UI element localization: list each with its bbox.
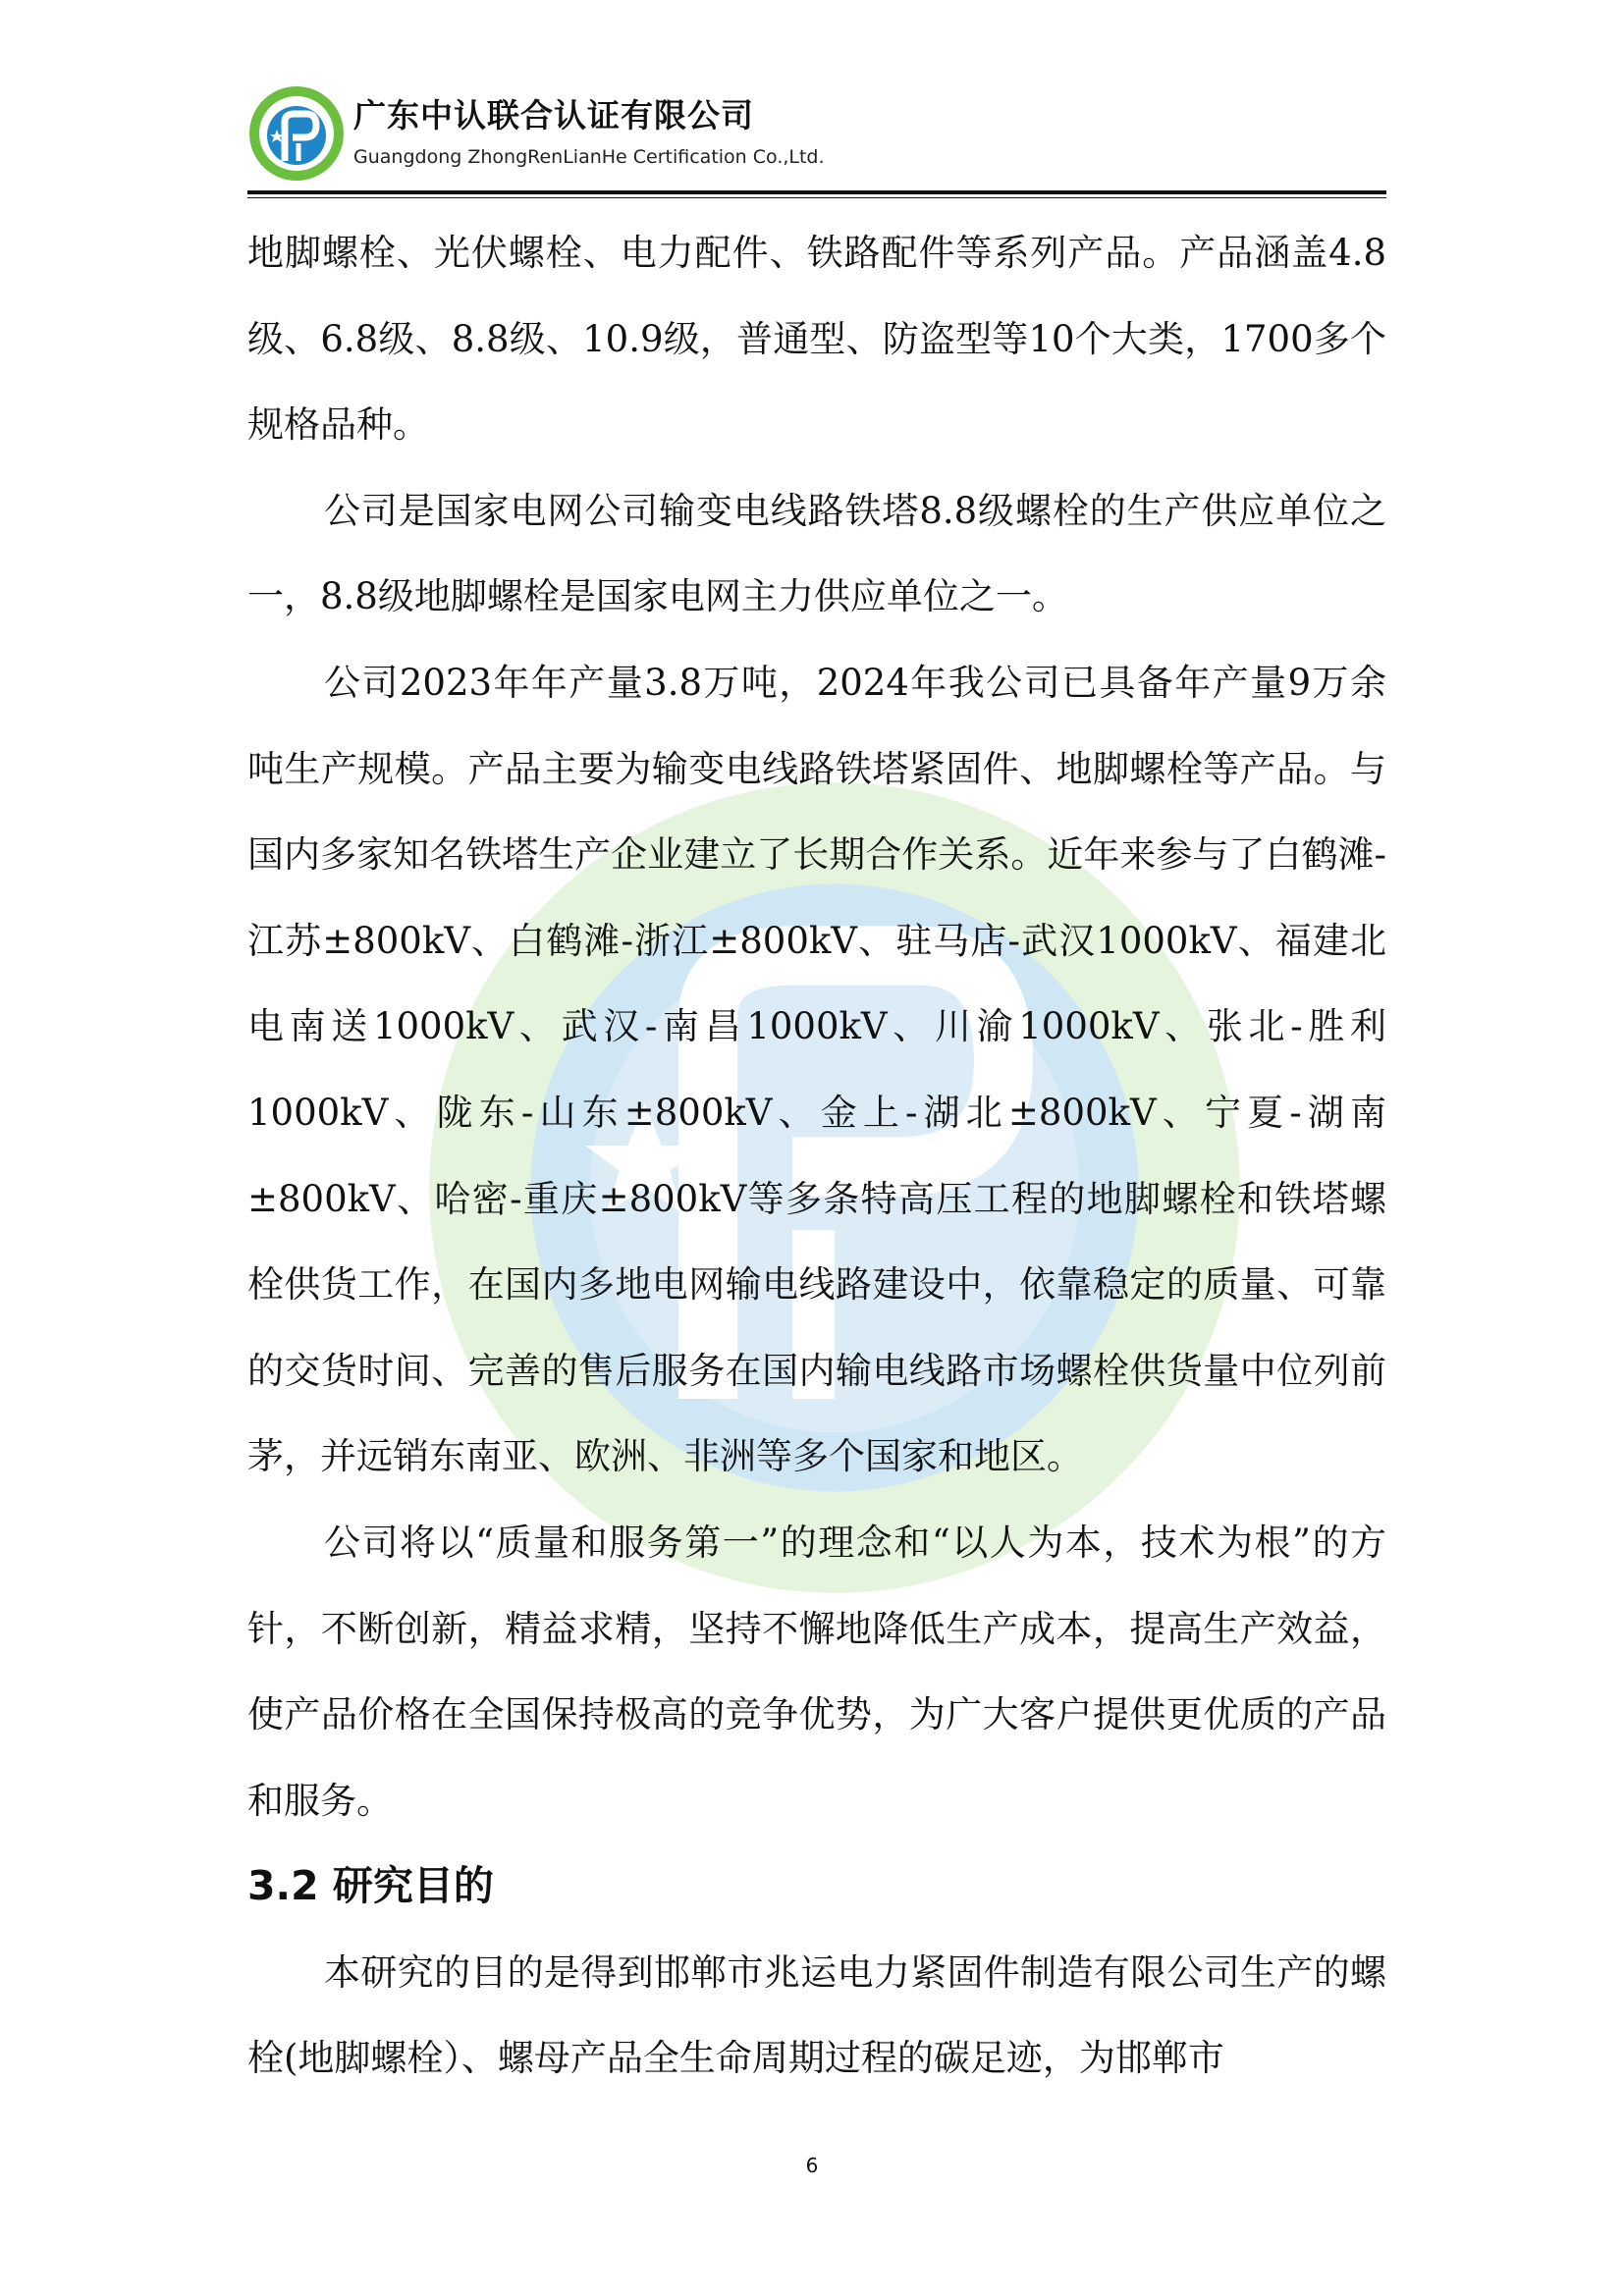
page-header [247, 77, 1386, 194]
certification-logo-icon [247, 84, 346, 183]
paragraph-research-purpose: 本研究的目的是得到邯郸市兆运电力紧固件制造有限公司生产的螺栓(地脚螺栓）、螺母产品全生命周期过程的碳足迹，为邯郸市 [247, 1950, 1386, 2080]
paragraph-philosophy: 公司将以“质量和服务第一”的理念和“以人为本，技术为根”的方针，不断创新，精益求精，坚持不懈地降低生产成本，提高生产效益，使产品价格在全国保持极高的竞争优势，为广大客户提供更优质的产品和服务。 [247, 1521, 1386, 1822]
document-body [247, 210, 1386, 2102]
paragraph-supplier: 公司是国家电网公司输变电线路铁塔8.8级螺栓的生产供应单位之一，8.8级地脚螺栓是国家电网主力供应单位之一。 [247, 489, 1386, 618]
page-number: 6 [805, 2154, 819, 2177]
paragraph-products: 地脚螺栓、光伏螺栓、电力配件、铁路配件等系列产品。产品涵盖4.8级、6.8级、8.8级、10.9级，普通型、防盗型等10个大类，1700多个规格品种。 [247, 232, 1386, 447]
company-name-en: Guangdong ZhongRenLianHe Certification Co.,Ltd. [353, 146, 825, 168]
company-name-cn: 广东中认联合认证有限公司 [353, 96, 754, 134]
header-divider-thin [247, 197, 1386, 198]
header-divider [247, 190, 1386, 194]
section-heading: 3.2 研究目的 [247, 1862, 494, 1910]
paragraph-production: 公司2023年年产量3.8万吨，2024年我公司已具备年产量9万余吨生产规模。产品主要为输变电线路铁塔紧固件、地脚螺栓等产品。与国内多家知名铁塔生产企业建立了长期合作关系。近年来参与了白鹤滩-江苏±800kV、白鹤滩-浙江±800kV、驻马店-武汉1000kV、福建北电南送1000kV、武汉-南昌1000kV、川渝1000kV、张北-胜利1000kV、陇东-山东±800kV、金上-湖北±800kV、宁夏-湖南±800kV、哈密-重庆±800kV等多条特高压工程的地脚螺栓和铁塔螺栓供货工作，在国内多地电网输电线路建设中，依靠稳定的质量、可靠的交货时间、完善的售后服务在国内输电线路市场螺栓供货量中位列前茅，并远销东南亚、欧洲、非洲等多个国家和地区。 [247, 661, 1386, 1478]
